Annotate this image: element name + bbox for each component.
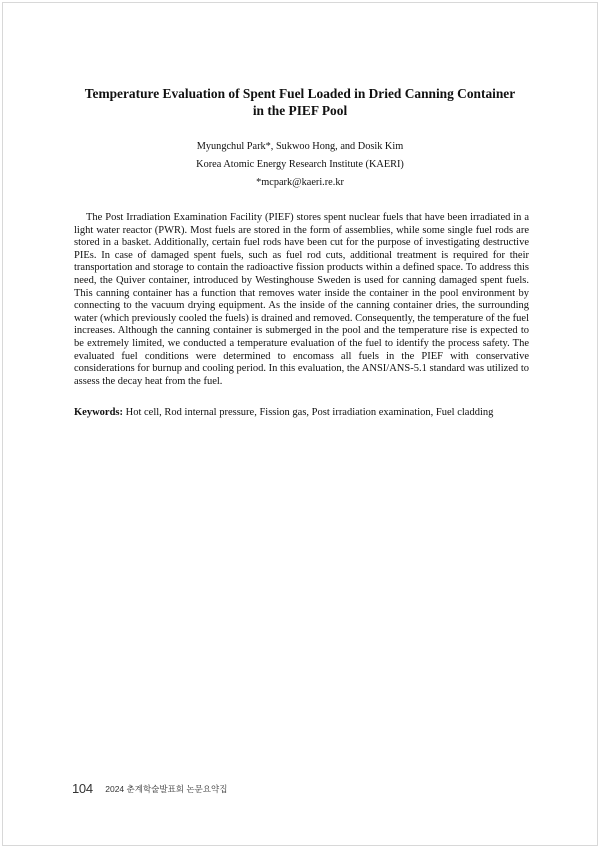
abstract: The Post Irradiation Examination Facility (PIEF) stores spent nuclear fuels that have been irradiated in a light water reactor (PWR). Most fuels are stored in the form of assemblies, while some single fuel rods are stored in a basket. Additionally, certain fuel rods have been cut for the purpose of investigating destructive PIEs. In case of damaged spent fuels, such as fuel rod cuts, additional treatment is required for their transportation and storage to contain the radioactive fission products within a defined space. To address this need, the Quiver container, introduced by Westinghouse Sweden is used for canning damaged spent fuels. This canning container has a function that removes water inside the container in the pool environment by connecting to the vacuum drying equipment. As the inside of the canning container dries, the surrounding water (which previously cooled the fuels) is drained and removed. Consequently, the temperature of the fuel increases. Although the canning container is submerged in the pool and the temperature rise is expected to be extremely limited, we conducted a temperature evaluation of the fuel to identify the process safety. The evaluated fuel conditions were determined to encomass all fuels in the PIEF with conservative considerations for burnup and cooling period. In this evaluation, the ANSI/ANS-5.1 standard was utilized to assess the decay heat from the fuel. <box>74 212 529 387</box>
paper-title-line-2: in the PIEF Pool <box>252 103 348 118</box>
affiliation: Korea Atomic Energy Research Institute (KAERI) <box>196 159 404 170</box>
authors: Myungchul Park*, Sukwoo Hong, and Dosik Kim <box>196 141 404 152</box>
page-number: 104 <box>72 781 93 796</box>
paper-title-line-1: Temperature Evaluation of Spent Fuel Loaded in Dried Canning Container <box>84 86 516 101</box>
page-border <box>2 2 598 846</box>
keywords-label: Keywords: <box>74 407 123 418</box>
conference-proceedings-name: 2024 춘계학술발표회 논문요약집 <box>105 784 228 794</box>
page-footer <box>72 780 227 798</box>
keywords <box>74 406 534 419</box>
author-email: *mcpark@kaeri.re.kr <box>256 177 344 188</box>
keywords-list: Hot cell, Rod internal pressure, Fission gas, Post irradiation examination, Fuel cladding <box>125 407 494 418</box>
paper-title <box>70 85 530 119</box>
